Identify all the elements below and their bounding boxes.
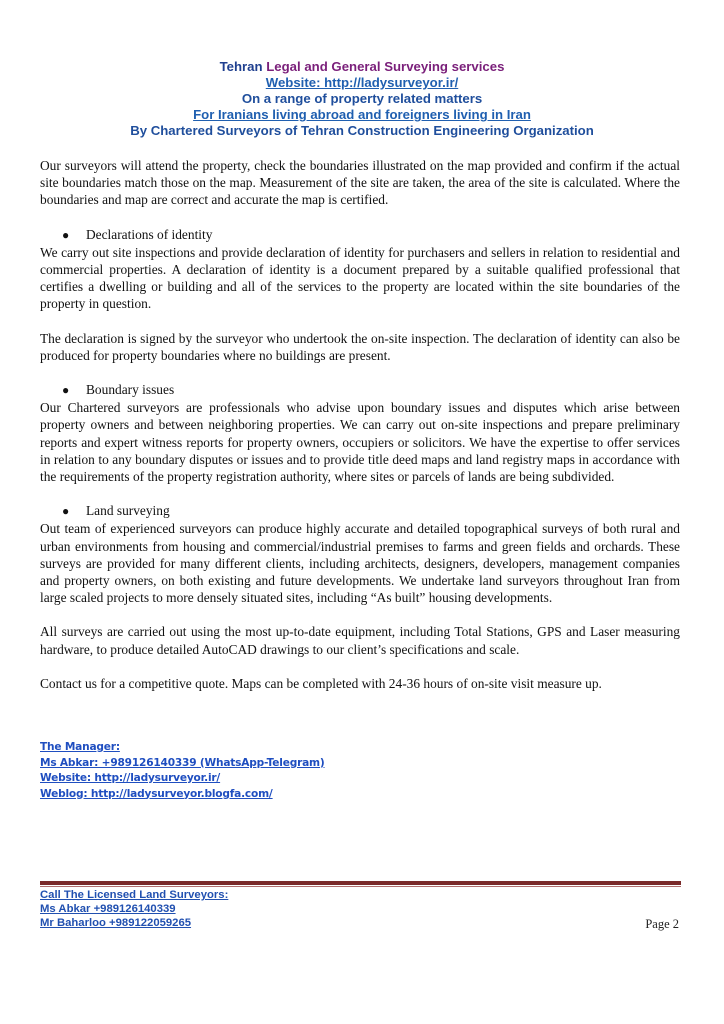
header-organization: By Chartered Surveyors of Tehran Construction Engineering Organization xyxy=(130,123,594,138)
document-header xyxy=(0,59,724,139)
header-title xyxy=(0,59,724,75)
title-city: Tehran xyxy=(219,59,267,74)
document-body xyxy=(40,157,680,692)
bullet-icon: ● xyxy=(62,383,70,398)
manager-website-link[interactable]: Website: http://ladysurveyor.ir/ xyxy=(40,772,221,784)
footer-contact-baharloo[interactable]: Mr Baharloo +989122059265 xyxy=(40,917,192,930)
header-audience-link[interactable]: For Iranians living abroad and foreigners living in Iran xyxy=(193,107,531,122)
paragraph: Out team of experienced surveyors can produce highly accurate and detailed topographical surveys of both rural and urban environments from housing and commercial/industrial premises to farms and green fields and orchards. These surveys are provided for many different clients, including architects, designers, developers, management companies and property owners, on both existing and future developments. We undertake land surveyors throughout Iran from large scaled projects to more densely situated sites, including “As built” housing developments. xyxy=(40,521,680,606)
page-footer xyxy=(40,888,228,931)
bullet-declarations xyxy=(40,226,680,244)
contact-paragraph: Contact us for a competitive quote. Maps can be completed with 24-36 hours of on-site visit measure up. xyxy=(40,675,602,691)
paragraph: We carry out site inspections and provide declaration of identity for purchasers and sellers in relation to residential and commercial properties. A declaration of identity is a document prepared by a suitable qualified professional that certifies a dwelling or building and all of the services to the property are located within the site boundaries of the property in question. xyxy=(40,244,680,312)
manager-block xyxy=(40,740,325,802)
title-services: Legal and General Surveying services xyxy=(266,59,505,74)
intro-paragraph: Our surveyors will attend the property, check the boundaries illustrated on the map provided and confirm if the actual site boundaries match those on the map. Measurement of the site are taken, the area of the site is calculated. Where the boundaries and map are correct and accurate the map is certified. xyxy=(40,158,680,208)
footer-heading-link[interactable]: Call The Licensed Land Surveyors: xyxy=(40,889,229,901)
bullet-label: Land surveying xyxy=(86,503,170,519)
paragraph: Our Chartered surveyors are professionals who advise upon boundary issues and disputes which arise between property owners and between neighboring properties. We can carry out on-site inspections and prepare preliminary reports and expert witness reports for property owners, occupiers or solicitors. We have the expertise to offer services in relation to any boundary disputes or issues and to provide title deed maps and land registry maps in accordance with the requirements of the property registration authority, where sites or parcels of lands are being subdivided. xyxy=(40,400,680,485)
bullet-land-surveying xyxy=(40,502,680,520)
bullet-icon: ● xyxy=(62,504,70,519)
bullet-icon: ● xyxy=(62,227,70,242)
manager-heading[interactable]: The Manager: xyxy=(40,741,120,753)
bullet-label: Boundary issues xyxy=(86,382,175,398)
header-tagline: On a range of property related matters xyxy=(241,91,483,106)
equipment-paragraph: All surveys are carried out using the most up-to-date equipment, including Total Stations, GPS and Laser measuring hardware, to produce detailed AutoCAD drawings to our client’s specifications and scale. xyxy=(40,624,680,657)
footer-contact-abkar[interactable]: Ms Abkar +989126140339 xyxy=(40,903,176,916)
manager-phone-link[interactable]: Ms Abkar: +989126140339 (WhatsApp-Telegram) xyxy=(40,756,325,769)
manager-weblog-link[interactable]: Weblog: http://ladysurveyor.blogfa.com/ xyxy=(40,787,273,800)
footer-divider xyxy=(40,881,681,885)
bullet-label: Declarations of identity xyxy=(86,226,213,242)
page-number: Page 2 xyxy=(645,917,679,931)
paragraph: The declaration is signed by the surveyor who undertook the on-site inspection. The declaration of identity can also be produced for property boundaries where no buildings are present. xyxy=(40,330,680,363)
footer-divider-thin xyxy=(40,886,681,887)
header-website-link[interactable]: Website: http://ladysurveyor.ir/ xyxy=(265,75,459,90)
bullet-boundary-issues xyxy=(40,381,680,399)
